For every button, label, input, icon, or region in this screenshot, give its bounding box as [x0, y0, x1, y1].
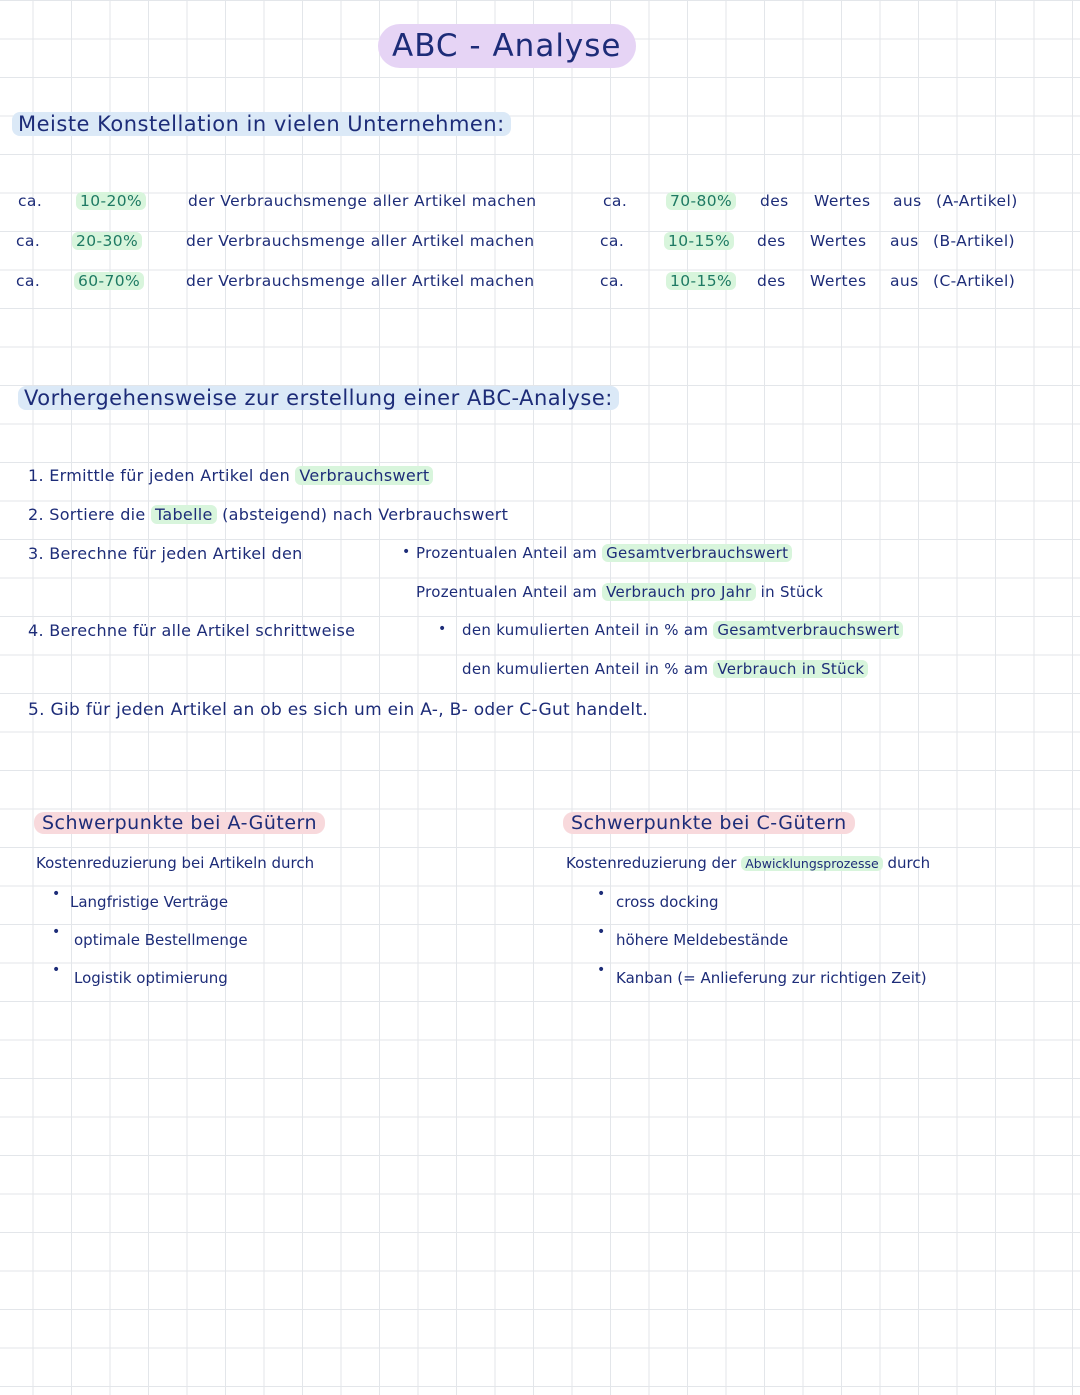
focus-a-intro: Kostenreduzierung bei Artikeln durch	[36, 854, 315, 872]
bullet-dot: •	[597, 924, 606, 940]
focus-a-item: optimale Bestellmenge	[74, 931, 248, 949]
step-3: 3. Berechne für jeden Artikel den	[28, 544, 303, 563]
step-3-sub-1: Prozentualen Anteil am Gesamtverbrauchswert	[416, 544, 792, 562]
section-heading-constellation	[12, 112, 511, 136]
row-wertes: Wertes	[810, 272, 867, 290]
focus-c-item: Kanban (= Anlieferung zur richtigen Zeit)	[616, 969, 927, 987]
row-value: 10-15%	[666, 272, 736, 290]
constellation-row-a	[0, 192, 1080, 216]
row-aus: aus	[890, 272, 919, 290]
row-wertes: Wertes	[810, 232, 867, 250]
row-ca-label: ca.	[18, 192, 43, 210]
row-range: 20-30%	[72, 232, 142, 250]
step-5: 5. Gib für jeden Artikel an ob es sich um ein A-, B- oder C-Gut handelt.	[28, 700, 649, 720]
row-value: 70-80%	[666, 192, 736, 210]
row-range: 60-70%	[74, 272, 144, 290]
row-range: 10-20%	[76, 192, 146, 210]
row-ca-label-2: ca.	[600, 272, 625, 290]
step-2: 2. Sortiere die Tabelle (absteigend) nach Verbrauchswert	[28, 505, 509, 524]
constellation-row-b	[0, 232, 1080, 256]
focus-c-item: höhere Meldebestände	[616, 931, 789, 949]
row-wertes: Wertes	[814, 192, 871, 210]
step-4-sub-1: den kumulierten Anteil in % am Gesamtverbrauchswert	[462, 621, 903, 639]
bullet-dot: •	[52, 924, 61, 940]
focus-c-intro: Kostenreduzierung der Abwicklungsprozesse durch	[566, 854, 931, 872]
row-des: des	[757, 272, 786, 290]
section-heading-text: Meiste Konstellation in vielen Unternehmen:	[12, 112, 511, 136]
row-aus: aus	[893, 192, 922, 210]
highlight-tabelle: Tabelle	[151, 505, 217, 524]
row-value: 10-15%	[664, 232, 734, 250]
focus-a-item: Langfristige Verträge	[70, 893, 229, 911]
section-heading-procedure	[18, 386, 619, 410]
row-ca-label: ca.	[16, 272, 41, 290]
row-des: des	[757, 232, 786, 250]
row-ca-label: ca.	[16, 232, 41, 250]
row-ca-label-2: ca.	[603, 192, 628, 210]
focus-c-heading: Schwerpunkte bei C-Gütern	[563, 812, 855, 834]
focus-c-item: cross docking	[616, 893, 719, 911]
highlight-verbrauchswert: Verbrauchswert	[295, 466, 433, 485]
bullet-dot: •	[438, 621, 447, 637]
focus-a-heading: Schwerpunkte bei A-Gütern	[34, 812, 325, 834]
page-title: ABC - Analyse	[378, 24, 636, 68]
row-text: der Verbrauchsmenge aller Artikel machen	[186, 232, 535, 250]
row-ca-label-2: ca.	[600, 232, 625, 250]
step-4: 4. Berechne für alle Artikel schrittweise	[28, 621, 356, 640]
bullet-dot: •	[52, 962, 61, 978]
row-aus: aus	[890, 232, 919, 250]
bullet-dot: •	[597, 886, 606, 902]
row-tag: (B-Artikel)	[933, 232, 1016, 250]
bullet-dot: •	[402, 544, 411, 560]
step-3-sub-2: Prozentualen Anteil am Verbrauch pro Jahr in Stück	[416, 583, 824, 601]
bullet-dot: •	[597, 962, 606, 978]
row-tag: (C-Artikel)	[933, 272, 1016, 290]
step-1: 1. Ermittle für jeden Artikel den Verbrauchswert	[28, 466, 433, 485]
section-heading-text: Vorhergehensweise zur erstellung einer ABC-Analyse:	[18, 386, 619, 410]
row-des: des	[760, 192, 789, 210]
constellation-row-c	[0, 272, 1080, 296]
row-tag: (A-Artikel)	[936, 192, 1018, 210]
step-4-sub-2: den kumulierten Anteil in % am Verbrauch in Stück	[462, 660, 868, 678]
row-text: der Verbrauchsmenge aller Artikel machen	[186, 272, 535, 290]
row-text: der Verbrauchsmenge aller Artikel machen	[188, 192, 537, 210]
focus-a-item: Logistik optimierung	[74, 969, 228, 987]
bullet-dot: •	[52, 886, 61, 902]
